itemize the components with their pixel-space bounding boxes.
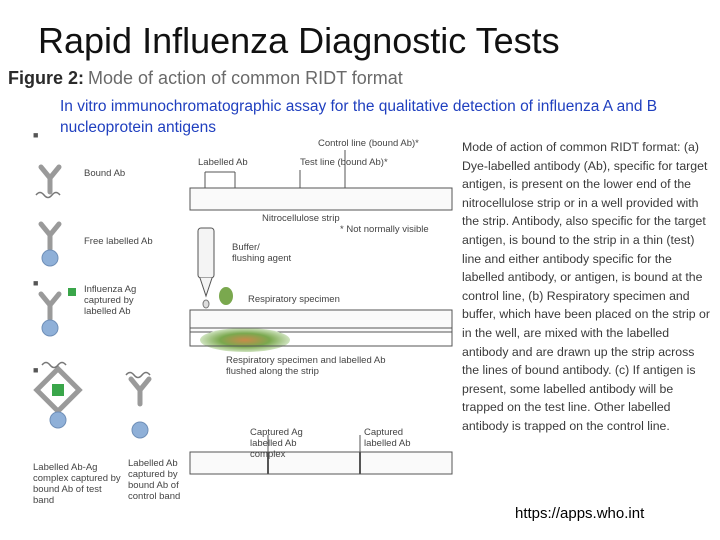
label-influenza-ag: Influenza Ag captured by labelled Ab bbox=[84, 284, 137, 317]
step-marker-a: ■ bbox=[33, 130, 39, 140]
ridt-diagram bbox=[0, 130, 460, 515]
slide-title: Rapid Influenza Diagnostic Tests bbox=[38, 20, 560, 61]
label-not-visible: * Not normally visible bbox=[340, 224, 429, 235]
influenza-ag-icon bbox=[41, 288, 76, 336]
label-control-line: Control line (bound Ab)* bbox=[318, 138, 419, 149]
figure-label bbox=[8, 68, 403, 89]
bound-ab-icon bbox=[36, 167, 60, 198]
figure-number: Figure 2: bbox=[8, 68, 85, 88]
label-labelled-ab: Labelled Ab bbox=[198, 157, 248, 168]
step-marker-c: ■ bbox=[33, 365, 39, 375]
label-nitrocellulose: Nitrocellulose strip bbox=[262, 213, 340, 224]
figure-description: Mode of action of common RIDT format: (a) Dye-labelled antibody (Ab), specific for target antigen, is present on the lower end of the nitrocellulose strip or in a well provided with the strip. Antibody, also specific for the target antigen, is bound to the strip in a thin (test) line and either antibody specific for the labelled antibody, or antigen, is bound at the control line, (b) Respiratory specimen and buffer, which have been placed on the strip or in the well, are mixed with the labelled antibody and are drawn up the strip across the lines of bound antibody. (c) If antigen is present, some labelled antibody will be trapped on the test line. Other labelled antibody is trapped on the control line. bbox=[462, 140, 710, 433]
label-free-labelled-ab: Free labelled Ab bbox=[84, 236, 153, 247]
label-complex-right: Labelled Ab captured by bound Ab of control band bbox=[128, 458, 181, 502]
label-test-line: Test line (bound Ab)* bbox=[300, 157, 388, 168]
step-marker-b: ■ bbox=[33, 278, 39, 288]
ab-ag-complex-icon bbox=[37, 363, 79, 429]
label-complex-left: Labelled Ab-Ag complex captured by bound Ab of test band bbox=[33, 462, 121, 506]
label-flushed: Respiratory specimen and labelled Ab flushed along the strip bbox=[226, 355, 386, 377]
label-captured-ag: Captured Ag labelled Ab complex bbox=[250, 427, 303, 460]
dropper-icon bbox=[198, 228, 214, 308]
label-captured-ab: Captured labelled Ab bbox=[364, 427, 411, 449]
figure-caption: Mode of action of common RIDT format bbox=[88, 68, 403, 88]
free-labelled-ab-icon bbox=[41, 224, 59, 266]
label-specimen: Respiratory specimen bbox=[248, 294, 340, 305]
control-band-complex-icon bbox=[126, 373, 150, 439]
label-bound-ab: Bound Ab bbox=[84, 168, 126, 179]
source-url: https://apps.who.int bbox=[515, 505, 645, 522]
slide-subtitle: In vitro immunochromatographic assay for the qualitative detection of influenza A and B nucleoprotein antigens bbox=[60, 98, 658, 136]
label-buffer: Buffer/ flushing agent bbox=[232, 242, 292, 264]
